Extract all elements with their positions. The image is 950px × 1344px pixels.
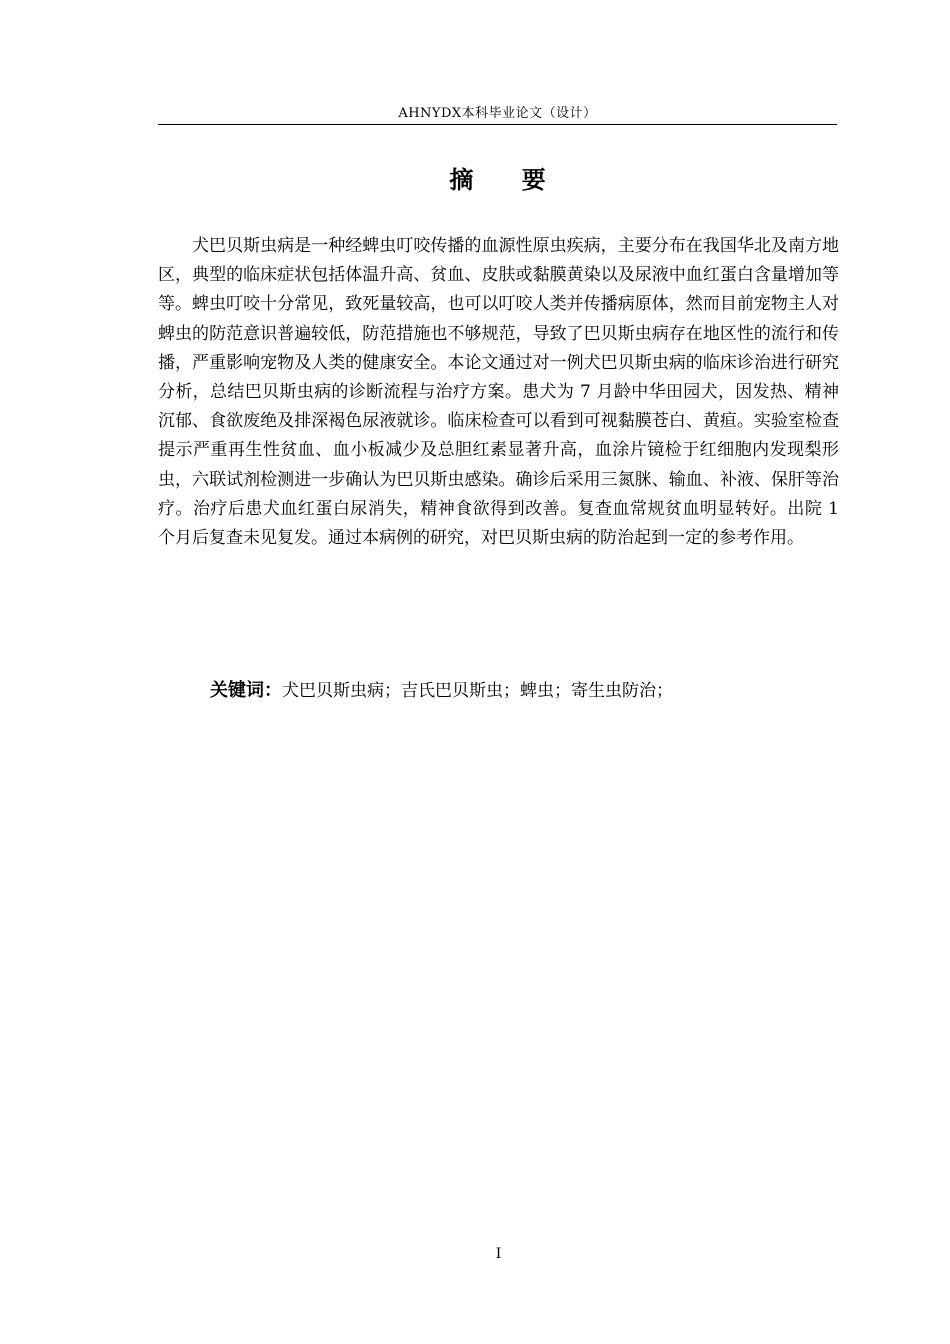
running-header: AHNYDX本科毕业论文（设计） — [398, 106, 597, 121]
page-number: I — [495, 1246, 502, 1262]
keywords-value: 犬巴贝斯虫病；吉氏巴贝斯虫；蜱虫；寄生虫防治； — [282, 681, 673, 701]
abstract-body: 犬巴贝斯虫病是一种经蜱虫叮咬传播的血源性原虫疾病，主要分布在我国华北及南方地区，典型的临床症状包括体温升高、贫血、皮肤或黏膜黄染以及尿液中血红蛋白含量增加等等。蜱虫叮咬十分常见，致死量较高，也可以叮咬人类并传播病原体，然而目前宠物主人对蜱虫的防范意识普遍较低，防范措施也不够规范，导致了巴贝斯虫病存在地区性的流行和传播，严重影响宠物及人类的健康安全。本论文通过对一例犬巴贝斯虫病的临床诊治进行研究分析，总结巴贝斯虫病的诊断流程与治疗方案。患犬为 7 月龄中华田园犬，因发热、精神沉郁、食欲废绝及排深褐色尿液就诊。临床检查可以看到可视黏膜苍白、黄疸。实验室检查提示严重再生性贫血、血小板减少及总胆红素显著升高，血涂片镜检于红细胞内发现梨形虫，六联试剂检测进一步确认为巴贝斯虫感染。确诊后采用三氮脒、输血、补液、保肝等治疗。治疗后患犬血红蛋白尿消失，精神食欲得到改善。复查血常规贫血明显转好。出院 1 个月后复查未见复发。通过本病例的研究，对巴贝斯虫病的防治起到一定的参考作用。 — [158, 236, 839, 549]
header-divider — [158, 124, 837, 125]
keywords-label: 关键词： — [210, 680, 282, 701]
abstract-title: 摘 要 — [449, 166, 566, 194]
keywords-line — [210, 676, 850, 706]
